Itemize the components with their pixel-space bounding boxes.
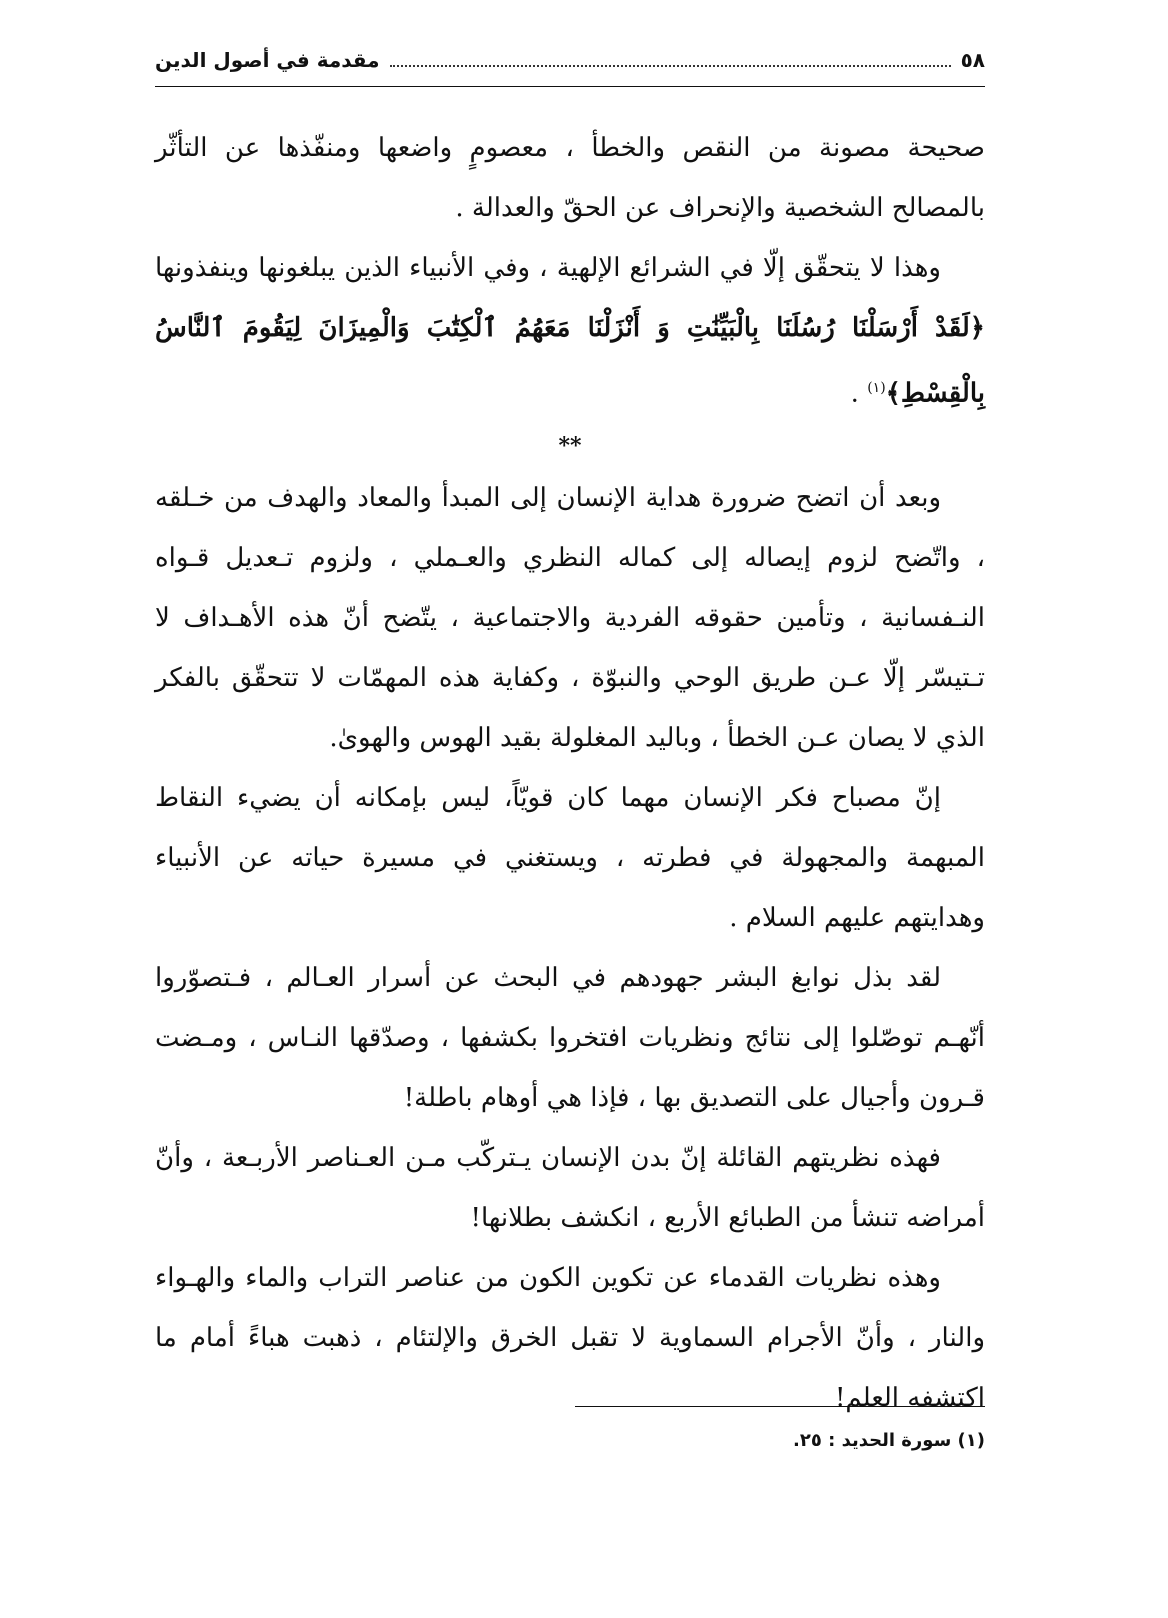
body-text	[155, 118, 985, 1428]
footnote: (١) سورة الحديد : ٢٥.	[793, 1430, 985, 1451]
paragraph-2-text: وهذا لا يتحقّق إلّا في الشرائع الإلهية ، وفي الأنبياء الذين يبلغونها وينفذونها	[155, 253, 941, 283]
paragraph-6: فهذه نظريتهم القائلة إنّ بدن الإنسان يـتركّب مـن العـناصر الأربـعة ، وأنّ أمراضه تنشأ من الطبائع الأربع ، انكشف بطلانها!	[155, 1142, 985, 1233]
page-number: ٥٨	[960, 48, 985, 72]
page-header	[155, 42, 985, 78]
paragraph-5: لقد بذل نوابغ البشر جهودهم في البحث عن أسرار العـالم ، فـتصوّروا أنّهـم توصّلوا إلى نتائج ونظريات افتخروا بكشفها ، وصدّقها النـاس ، ومـضت قـرون وأجيال على التصديق بها ، فإذا هي أوهام باطلة!	[155, 962, 985, 1113]
paragraph-4: إنّ مصباح فكر الإنسان مهما كان قويّاً، ليس بإمكانه أن يضيء النقاط المبهمة والمجهولة في فطرته ، ويستغني في مسيرة حياته عن الأنبياء وهدايتهم عليهم السلام .	[155, 782, 985, 933]
paragraph-1: صحيحة مصونة من النقص والخطأ ، معصومٍ واضعها ومنفّذها عن التأثّر بالمصالح الشخصية والإنحراف عن الحقّ والعدالة .	[155, 133, 985, 223]
header-rule	[155, 86, 985, 87]
paragraph-2	[155, 238, 985, 424]
footnote-rule	[575, 1406, 985, 1407]
paragraph-3: وبعد أن اتضح ضرورة هداية الإنسان إلى المبدأ والمعاد والهدف من خـلقه ، واتّضح لزوم إيصاله إلى كماله النظري والعـملي ، ولزوم تـعديل قـواه النـفسانية ، وتأمين حقوقه الفردية والاجتماعية ، يتّضح أنّ هذه الأهـداف لا تـتيسّر إلّا عـن طريق الوحي والنبوّة ، وكفاية هذه المهمّات لا تتحقّق بالفكر الذي لا يصان عـن الخطأ ، وباليد المغلولة بقيد الهوس والهوىٰ.	[155, 482, 985, 753]
footnote-ref: (١)	[867, 380, 886, 396]
quran-verse: ﴿لَقَدْ أَرْسَلْنَا رُسُلَنَا بِالْبَيِّنَٰتِ وَ أَنْزَلْنَا مَعَهُمُ ٱلْكِتَٰبَ وَالْمِيزَانَ لِيَقُومَ ٱلنَّاسُ بِالْقِسْطِ﴾	[155, 313, 986, 409]
paragraph-7: وهذه نظريات القدماء عن تكوين الكون من عناصر التراب والماء والهـواء والنار ، وأنّ الأجرام السماوية لا تقبل الخرق والإلتئام ، ذهبت هباءً أمام ما اكتشفه العلم!	[155, 1262, 985, 1413]
header-leader-dots	[390, 65, 951, 67]
running-title: مقدمة في أصول الدين	[155, 48, 380, 72]
section-separator: **	[558, 432, 582, 459]
paragraph-2-end: .	[850, 378, 859, 409]
